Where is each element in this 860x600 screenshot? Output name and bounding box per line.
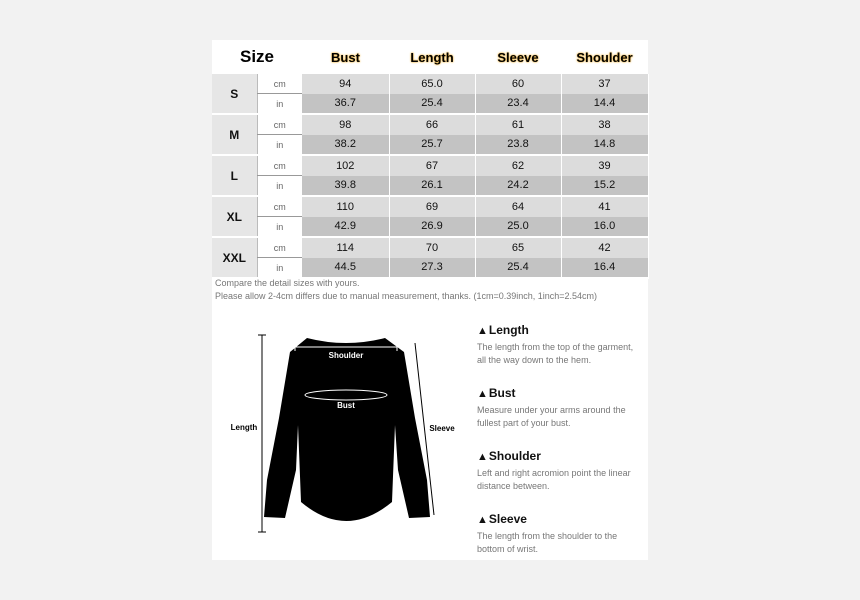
table-cell: 25.4 [475, 258, 561, 279]
table-cell: 44.5 [302, 258, 389, 279]
table-cell: 42.9 [302, 217, 389, 238]
table-cell: 16.4 [561, 258, 648, 279]
table-cell: 41 [561, 196, 648, 217]
unit-label: in [257, 94, 302, 115]
guide-desc-line: fullest part of your bust. [477, 418, 571, 428]
sweater-silhouette [264, 338, 430, 521]
measurement-notes [215, 277, 597, 303]
table-row-in [212, 217, 648, 238]
table-row-cm [212, 74, 648, 94]
measurement-guide [477, 322, 647, 574]
notes-line-1: Compare the detail sizes with yours. [215, 278, 360, 288]
unit-label: cm [257, 237, 302, 258]
length-column-header: Length [410, 49, 454, 65]
bust-label: Bust [337, 401, 355, 410]
guide-item-length [477, 322, 647, 367]
table-cell: 36.7 [302, 94, 389, 115]
unit-label: cm [257, 155, 302, 176]
notes-line-2: Please allow 2-4cm differs due to manual measurement, thanks. (1cm=0.39inch, 1inch=2.54cm) [215, 291, 598, 301]
guide-item-shoulder [477, 448, 647, 493]
table-row-in [212, 135, 648, 156]
guide-title: Bust [488, 386, 516, 400]
table-cell: 14.4 [561, 94, 648, 115]
table-cell: 94 [302, 74, 389, 94]
table-row-in [212, 258, 648, 279]
table-cell: 26.1 [389, 176, 475, 197]
triangle-up-icon: ▲ [477, 451, 488, 463]
table-cell: 42 [561, 237, 648, 258]
guide-item-bust [477, 385, 647, 430]
shoulder-label: Shoulder [328, 351, 364, 360]
table-row-cm [212, 155, 648, 176]
table-cell: 60 [475, 74, 561, 94]
unit-label: in [257, 258, 302, 279]
guide-desc-line: distance between. [477, 481, 550, 491]
unit-label: in [257, 135, 302, 156]
guide-desc-line: bottom of wrist. [477, 544, 539, 554]
table-row-cm [212, 237, 648, 258]
triangle-up-icon: ▲ [477, 514, 488, 526]
unit-label: in [257, 217, 302, 238]
table-cell: 25.7 [389, 135, 475, 156]
shoulder-column-header: Shoulder [576, 49, 633, 65]
table-cell: 39 [561, 155, 648, 176]
bust-column-header: Bust [331, 49, 360, 65]
sleeve-label: Sleeve [429, 424, 455, 433]
table-cell: 25.0 [475, 217, 561, 238]
table-cell: 98 [302, 114, 389, 135]
table-cell: 16.0 [561, 217, 648, 238]
guide-desc-line: Measure under your arms around the [477, 405, 626, 415]
size-label: XL [212, 196, 257, 237]
table-cell: 26.9 [389, 217, 475, 238]
size-column-header: Size [239, 47, 275, 66]
table-cell: 14.8 [561, 135, 648, 156]
guide-desc-line: Left and right acromion point the linear [477, 468, 631, 478]
table-cell: 64 [475, 196, 561, 217]
table-row-in [212, 176, 648, 197]
unit-label: cm [257, 74, 302, 94]
guide-desc-line: all the way down to the hem. [477, 355, 592, 365]
table-cell: 66 [389, 114, 475, 135]
table-cell: 37 [561, 74, 648, 94]
guide-title: Length [488, 323, 529, 337]
length-arrow [258, 335, 266, 532]
table-row-cm [212, 196, 648, 217]
size-label: S [212, 74, 257, 114]
length-label: Length [230, 423, 258, 432]
unit-label: cm [257, 196, 302, 217]
table-cell: 102 [302, 155, 389, 176]
table-cell: 38.2 [302, 135, 389, 156]
size-label: L [212, 155, 257, 196]
table-cell: 65 [475, 237, 561, 258]
size-label: M [212, 114, 257, 155]
table-cell: 69 [389, 196, 475, 217]
sleeve-column-header: Sleeve [497, 49, 539, 65]
size-table [212, 40, 649, 279]
table-cell: 27.3 [389, 258, 475, 279]
table-header-row [212, 40, 648, 74]
triangle-up-icon: ▲ [477, 388, 488, 400]
unit-label: in [257, 176, 302, 197]
table-cell: 67 [389, 155, 475, 176]
guide-item-sleeve [477, 511, 647, 556]
table-cell: 24.2 [475, 176, 561, 197]
table-row-cm [212, 114, 648, 135]
unit-label: cm [257, 114, 302, 135]
guide-title: Sleeve [488, 512, 527, 526]
guide-desc-line: The length from the shoulder to the [477, 531, 618, 541]
guide-desc-line: The length from the top of the garment, [477, 342, 634, 352]
triangle-up-icon: ▲ [477, 325, 488, 337]
table-cell: 23.8 [475, 135, 561, 156]
table-cell: 114 [302, 237, 389, 258]
table-cell: 23.4 [475, 94, 561, 115]
table-cell: 110 [302, 196, 389, 217]
size-chart-card [212, 40, 648, 560]
size-label: XXL [212, 237, 257, 278]
table-cell: 15.2 [561, 176, 648, 197]
table-cell: 61 [475, 114, 561, 135]
table-cell: 38 [561, 114, 648, 135]
table-row-in [212, 94, 648, 115]
table-cell: 70 [389, 237, 475, 258]
table-cell: 25.4 [389, 94, 475, 115]
table-cell: 65.0 [389, 74, 475, 94]
table-cell: 39.8 [302, 176, 389, 197]
table-cell: 62 [475, 155, 561, 176]
garment-diagram [222, 320, 467, 545]
guide-title: Shoulder [488, 449, 541, 463]
